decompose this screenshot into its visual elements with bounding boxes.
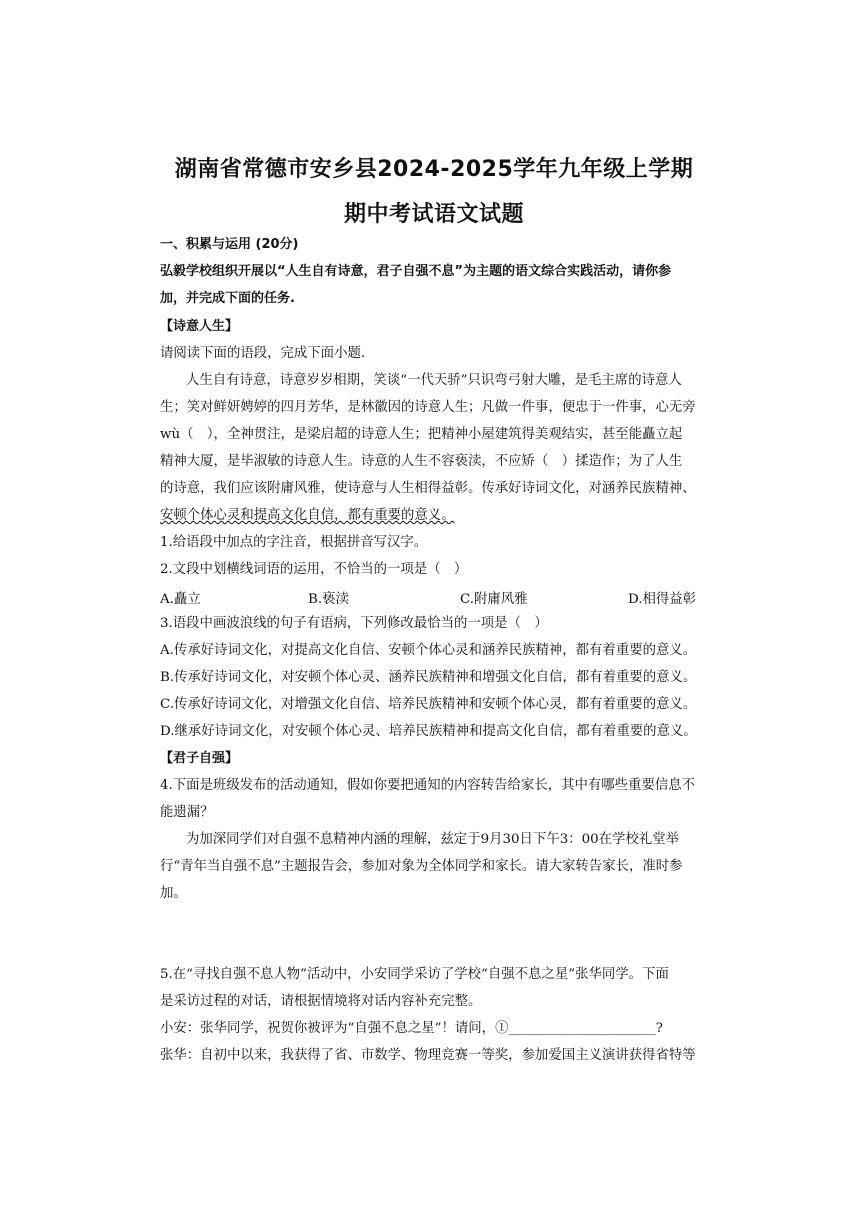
option-c: C.附庸风雅 xyxy=(460,592,528,607)
section-heading: 一、积累与运用 (20分) xyxy=(160,237,299,252)
subsection-poetic-life: 【诗意人生】 xyxy=(160,319,239,334)
intro-line-1: 弘毅学校组织开展以“人生自有诗意，君子自强不息”为主题的语文综合实践活动，请你参 xyxy=(160,264,672,279)
option-d: D.相得益彰 xyxy=(628,592,697,607)
option-c: C.传承好诗词文化，对增强文化自信、培养民族精神和安顿个体心灵，都有着重要的意义。 xyxy=(160,697,697,712)
notice-line: 行“青年当自强不息”主题报告会，参加对象为全体同学和家长。请大家转告家长，准时参 xyxy=(160,859,683,874)
question-3: 3.语段中画波浪线的句子有语病，下列修改最恰当的一项是（ ） xyxy=(160,616,548,631)
option-a: A.矗立 xyxy=(160,592,201,607)
notice-line: 为加深同学们对自强不息精神内涵的理解，兹定于9月30日下午3：00在学校礼堂举 xyxy=(186,832,680,847)
notice-line: 加。 xyxy=(160,886,187,901)
question-2: 2.文段中划横线词语的运用，不恰当的一项是（ ） xyxy=(160,562,468,577)
exam-title: 湖南省常德市安乡县2024-2025学年九年级上学期 xyxy=(174,157,694,182)
passage-line: wù（ ），全神贯注，是梁启超的诗意人生；把精神小屋建筑得美观结实，甚至能矗立起 xyxy=(160,427,683,442)
option-a: A.传承好诗词文化，对提高文化自信、安顿个体心灵和涵养民族精神，都有着重要的意义。 xyxy=(160,643,697,658)
passage-line: 的诗意，我们应该附庸风雅，使诗意与人生相得益彰。传承好诗词文化，对涵养民族精神、 xyxy=(160,481,696,496)
intro-line-2: 加，并完成下面的任务. xyxy=(160,291,295,306)
passage-line: 人生自有诗意，诗意岁岁相期，笑谈“一代天骄”只识弯弓射大雕，是毛主席的诗意人 xyxy=(186,373,682,388)
dialog-line: 张华：自初中以来，我获得了省、市数学、物理竞赛一等奖，参加爱国主义演讲获得省特等 xyxy=(160,1048,696,1063)
reading-instruction: 请阅读下面的语段，完成下面小题. xyxy=(160,346,366,361)
exam-subtitle: 期中考试语文试题 xyxy=(343,202,524,227)
question-5-line-2: 是采访过程的对话，请根据情境将对话内容补充完整。 xyxy=(160,994,482,1009)
passage-line: 精神大厦，是毕淑敏的诗意人生。诗意的人生不容亵渎，不应矫（ ）揉造作；为了人生 xyxy=(160,454,683,469)
option-b: B.传承好诗词文化，对安顿个体心灵、涵养民族精神和增强文化自信，都有着重要的意义。 xyxy=(160,670,697,685)
subsection-self-improvement: 【君子自强】 xyxy=(160,751,239,766)
option-d: D.继承好诗词文化，对安顿个体心灵、培养民族精神和提高文化自信，都有着重要的意义。 xyxy=(160,724,697,739)
dialog-line: 小安：张华同学，祝贺你被评为“自强不息之星”！请问，①______________________? xyxy=(160,1021,663,1036)
question-1: 1.给语段中加点的字注音，根据拼音写汉字。 xyxy=(160,535,428,550)
question-5-line-1: 5.在“寻找自强不息人物”活动中，小安同学采访了学校“自强不息之星”张华同学。下面 xyxy=(160,967,669,982)
question-4-line-2: 能遗漏？ xyxy=(160,805,214,820)
passage-line: 生；笑对鲜妍娉婷的四月芳华，是林徽因的诗意人生；凡做一件事，便忠于一件事，心无旁 xyxy=(160,400,696,415)
question-4-line-1: 4.下面是班级发布的活动通知，假如你要把通知的内容转告给家长，其中有哪些重要信息不 xyxy=(160,778,696,793)
passage-line-wavy: 安顿个体心灵和提高文化自信，都有重要的意义。 xyxy=(160,508,455,523)
option-b: B.亵渎 xyxy=(308,592,349,607)
